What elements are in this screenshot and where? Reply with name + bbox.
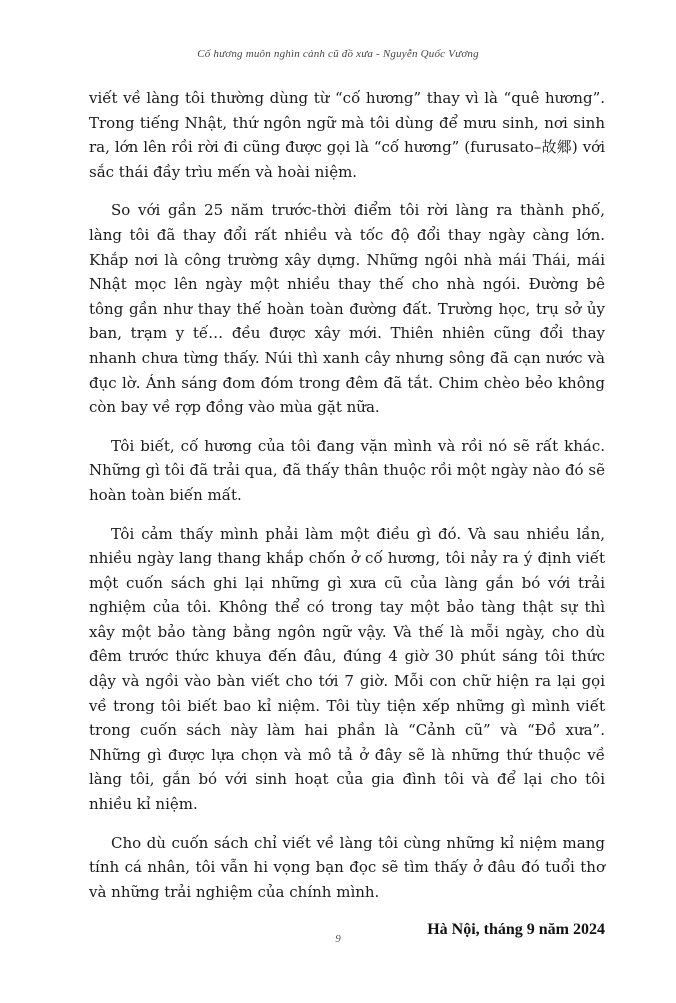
body-paragraph-5: Cho dù cuốn sách chỉ viết về làng tôi cùng những kỉ niệm mang tính cá nhân, tôi vẫn hi vọng bạn đọc sẽ tìm thấy ở đâu đó tuổi thơ và những trải nghiệm của chính mình. bbox=[89, 833, 605, 901]
running-header: Cố hương muôn nghìn cảnh cũ đồ xưa - Nguyễn Quốc Vương bbox=[197, 48, 479, 60]
body-paragraph-3: Tôi biết, cố hương của tôi đang vặn mình và rồi nó sẽ rất khác. Những gì tôi đã trải qua, đã thấy thân thuộc rồi một ngày nào đó sẽ hoàn toàn biến mất. bbox=[89, 436, 605, 504]
place-date-signature: Hà Nội, tháng 9 năm 2024 bbox=[427, 921, 605, 939]
body-paragraph-4: Tôi cảm thấy mình phải làm một điều gì đó. Và sau nhiều lần, nhiều ngày lang thang khắp chốn ở cố hương, tôi nảy ra ý định viết một cuốn sách ghi lại những gì xưa cũ của làng gắn bó với trải nghiệm của tôi. Không thể có trong tay một bảo tàng thật sự thì xây một bảo tàng bằng ngôn ngữ vậy. Và thế là mỗi ngày, cho dù đêm trước thức khuya đến đâu, đúng 4 giờ 30 phút sáng tôi thức dậy và ngồi vào bàn viết cho tới 7 giờ. Mỗi con chữ hiện ra lại gọi về trong tôi biết bao kỉ niệm. Tôi tùy tiện xếp những gì mình viết trong cuốn sách này làm hai phần là “Cảnh cũ” và “Đồ xưa”. Những gì được lựa chọn và mô tả ở đây sẽ là những thứ thuộc về làng tôi, gắn bó với sinh hoạt của gia đình tôi và để lại cho tôi nhiều kỉ niệm. bbox=[89, 524, 605, 814]
page-number: 9 bbox=[335, 933, 341, 945]
page-body bbox=[89, 86, 605, 942]
body-paragraph-1: viết về làng tôi thường dùng từ “cố hương” thay vì là “quê hương”. Trong tiếng Nhật, thứ ngôn ngữ mà tôi dùng để mưu sinh, nơi sinh ra, lớn lên rồi rời đi cũng được gọi là “cố hương” (furusato–故郷) với sắc thái đầy trìu mến và hoài niệm. bbox=[89, 89, 605, 181]
body-paragraph-2: So với gần 25 năm trước-thời điểm tôi rời làng ra thành phố, làng tôi đã thay đổi rất nhiều và tốc độ đổi thay ngày càng lớn. Khắp nơi là công trường xây dựng. Những ngôi nhà mái Thái, mái Nhật mọc lên ngày một nhiều thay thế cho nhà ngói. Đường bê tông gần như thay thế hoàn toàn đường đất. Trường học, trụ sở ủy ban, trạm y tế… đều được xây mới. Thiên nhiên cũng đổi thay nhanh chưa từng thấy. Núi thì xanh cây nhưng sông đã cạn nước và đục lờ. Ánh sáng đom đóm trong đêm đã tắt. Chim chèo bẻo không còn bay về rợp đồng vào mùa gặt nữa. bbox=[89, 201, 605, 417]
